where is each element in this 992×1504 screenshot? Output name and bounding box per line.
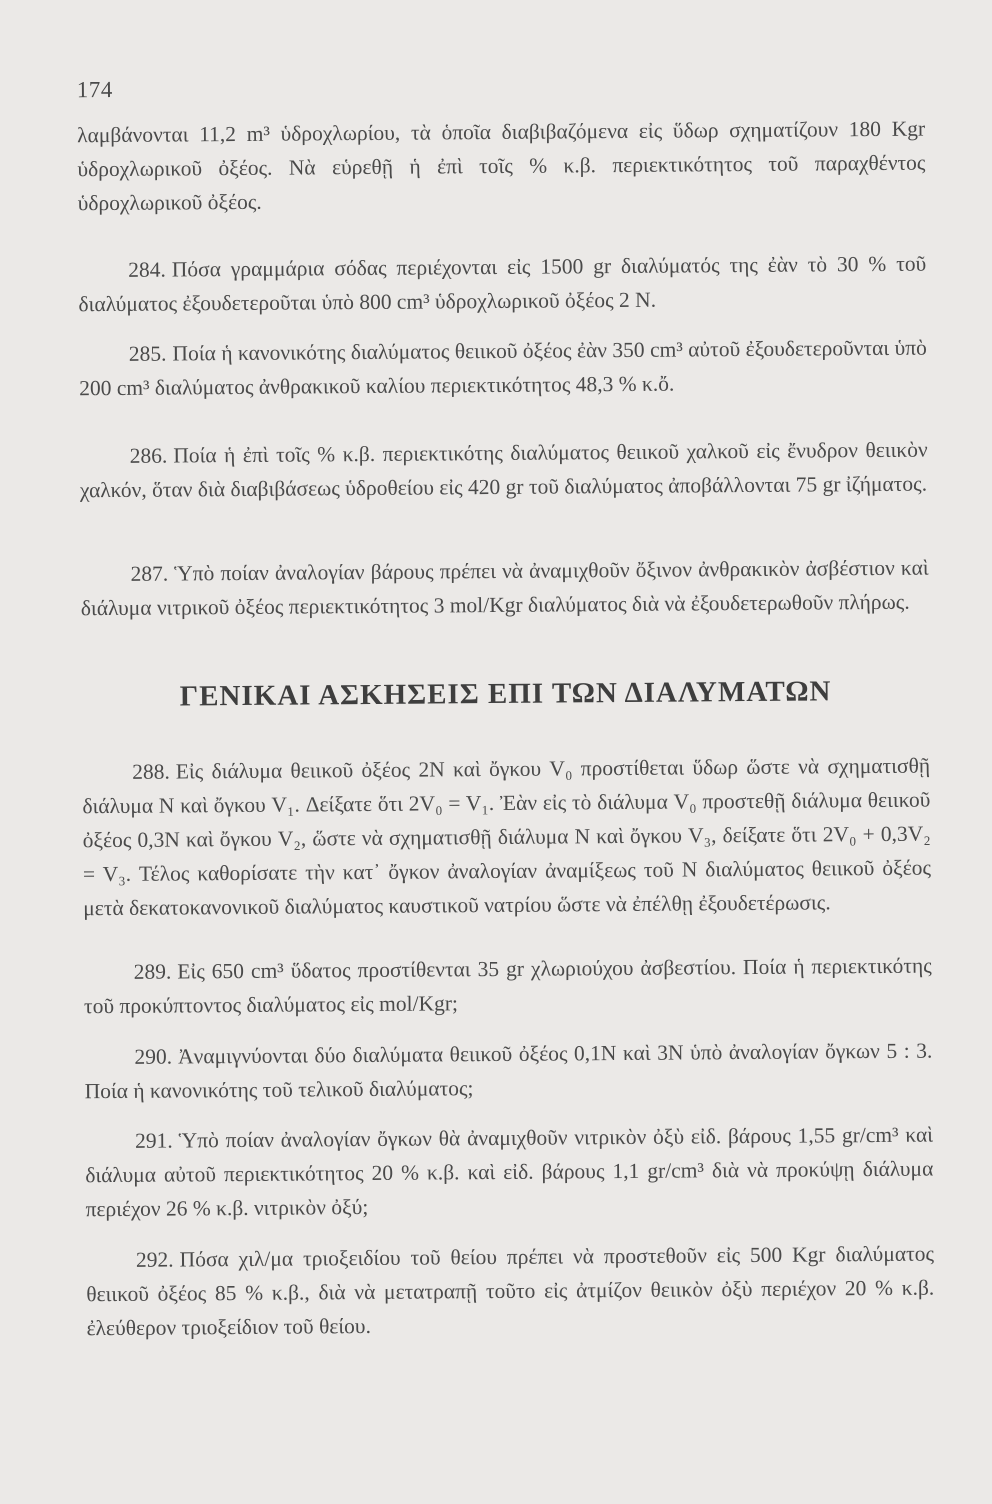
problem-text: Εἰς 650 cm³ ὕδατος προστίθενται 35 gr χλωριούχου ἀσβεστίου. Ποία ἡ περιεκτικότης τοῦ προκύπτοντος διαλύματος εἰς mol/Kgr;: [83, 953, 932, 1019]
problem-number: 290.: [134, 1044, 173, 1069]
problem-text: Ποία ἡ ἐπὶ τοῖς % κ.β. περιεκτικότης διαλύματος θειικοῦ χαλκοῦ εἰς ἔνυδρον θειικὸν χαλκόν, ὅταν διὰ διαβιβάσεως ὑδροθείου εἰς 420 gr τοῦ διαλύματος ἀποβάλλονται 75 gr ἰζήματος.: [79, 437, 928, 503]
problem-284: [78, 247, 927, 322]
problem-285: [79, 331, 928, 406]
problem-number: 287.: [130, 561, 169, 586]
problem-text: Ὑπὸ ποίαν ἀναλογίαν βάρους πρέπει νὰ ἀναμιχθοῦν ὄξινον ἀνθρακικὸν ἀσβέστιον καὶ διάλυμα νιτρικοῦ ὀξέος περιεκτικότητος 3 mol/Kgr διαλύματος διὰ νὰ ἐξουδετερωθοῦν πλήρως.: [80, 555, 929, 621]
problem-292: [86, 1237, 935, 1346]
intro-text: λαμβάνονται 11,2 m³ ὑδροχλωρίου, τὰ ὁποῖα διαβιβαζόμενα εἰς ὕδωρ σχηματίζουν 180 Kgr ὑδροχλωρικοῦ ὀξέος. Νὰ εὑρεθῇ ἡ ἐπὶ τοῖς % κ.β. περιεκτικότητος τοῦ παραχθέντος ὑδροχλωρικοῦ ὀξέος.: [77, 116, 926, 216]
page-number: 174: [76, 76, 113, 103]
problem-291: [85, 1118, 934, 1227]
problem-text: Ὑπὸ ποίαν ἀναλογίαν ὄγκων θὰ ἀναμιχθοῦν νιτρικὸν ὀξὺ εἰδ. βάρους 1,55 gr/cm³ καὶ διάλυμα αὐτοῦ περιεκτικότητος 20 % κ.β. καὶ εἰδ. βάρους 1,1 gr/cm³ διὰ νὰ προκύψῃ διάλυμα περιέχον 26 % κ.β. νιτρικὸν ὀξύ;: [85, 1122, 934, 1222]
problem-288: [82, 749, 931, 926]
intro-paragraph: [77, 112, 926, 221]
problem-number: 288.: [132, 759, 170, 784]
problem-number: 286.: [129, 443, 168, 468]
problem-number: 284.: [128, 257, 166, 282]
problem-text: Ποία ἡ κανονικότης διαλύματος θειικοῦ ὀξέος ἐὰν 350 cm³ αὐτοῦ ἐξουδετεροῦνται ὑπὸ 200 cm³ διαλύματος ἀνθρακικοῦ καλίου περιεκτικότητος 48,3 % κ.ὄ.: [79, 335, 927, 401]
problem-text: Πόσα γραμμάρια σόδας περιέχονται εἰς 1500 gr διαλύματός της ἐὰν τὸ 30 % τοῦ διαλύματος ἐξουδετεροῦται ὑπὸ 800 cm³ ὑδροχλωρικοῦ ὀξέος 2 N.: [78, 251, 927, 317]
problem-number: 292.: [135, 1247, 174, 1272]
problem-number: 291.: [134, 1128, 173, 1153]
problem-text: Εἰς διάλυμα θειικοῦ ὀξέος 2N καὶ ὄγκου V₀ προστίθεται ὕδωρ ὥστε νὰ σχηματισθῇ διάλυμα N καὶ ὄγκου V₁. Δείξατε ὅτι 2V₀ = V₁. Ἐὰν εἰς τὸ διάλυμα V₀ προστεθῇ διάλυμα θειικοῦ ὀξέος 0,3N καὶ ὄγκου V₂, ὥστε νὰ σχηματισθῇ διάλυμα N καὶ ὄγκου V₃, δείξατε ὅτι 2V₀ + 0,3V₂ = V₃. Τέλος καθορίσατε τὴν κατ᾽ ὄγκον ἀναλογίαν ἀναμίξεως τοῦ N διαλύματος θειικοῦ ὀξέος μετὰ δεκατοκανονικοῦ διαλύματος καυστικοῦ νατρίου ὥστε νὰ ἐπέλθῃ ἐξουδετέρωσις.: [82, 753, 932, 921]
section-title: ΓΕΝΙΚΑΙ ΑΣΚΗΣΕΙΣ ΕΠΙ ΤΩΝ ΔΙΑΛΥΜΑΤΩΝ: [179, 675, 832, 713]
problem-287: [80, 551, 929, 626]
problem-number: 285.: [128, 341, 167, 366]
problem-text: Ἀναμιγνύονται δύο διαλύματα θειικοῦ ὀξέος 0,1N καὶ 3N ὑπὸ ἀναλογίαν ὄγκων 5 : 3. Ποία ἡ κανονικότης τοῦ τελικοῦ διαλύματος;: [84, 1038, 933, 1104]
problem-290: [84, 1034, 933, 1109]
problem-text: Πόσα χιλ/μα τριοξειδίου τοῦ θείου πρέπει νὰ προστεθοῦν εἰς 500 Kgr διαλύματος θειικοῦ ὀξέος 85 % κ.β., διὰ νὰ μετατραπῇ τοῦτο εἰς ἀτμίζον θειικὸν ὀξὺ περιέχον 20 % κ.β. ἐλεύθερον τριοξείδιον τοῦ θείου.: [86, 1241, 935, 1341]
problem-286: [80, 433, 929, 508]
problem-289: [84, 949, 933, 1024]
problem-number: 289.: [133, 959, 172, 984]
